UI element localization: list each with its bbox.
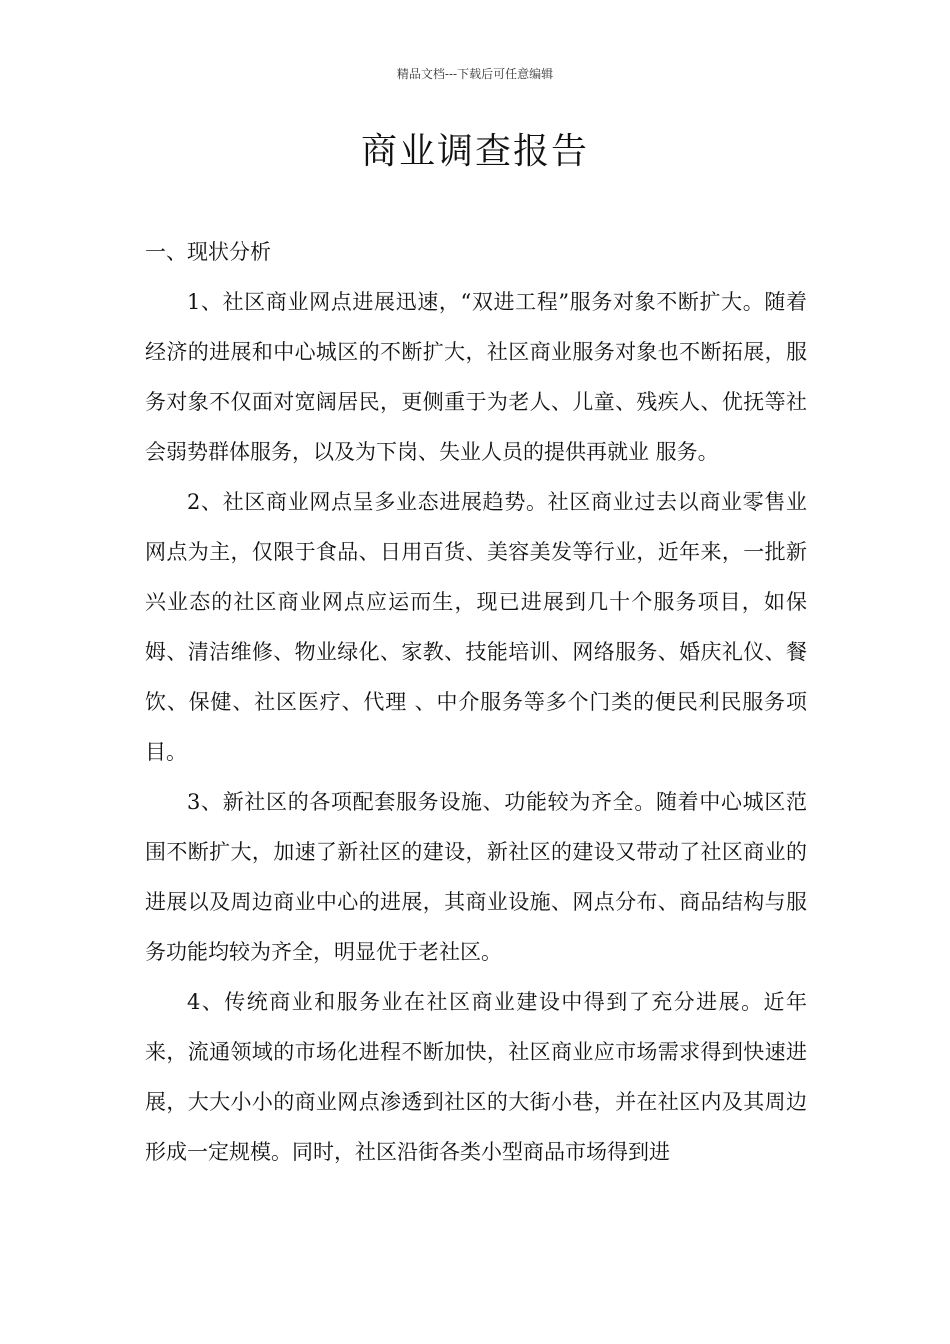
page-header: 精品文档---下载后可任意编辑 [396, 67, 554, 81]
paragraph-2: 2、社区商业网点呈多业态进展趋势。社区商业过去以商业零售业网点为主，仅限于食品、日用百货、美容美发等行业，近年来，一批新兴业态的社区商业网点应运而生，现已进展到几十个服务项目，如保姆、清洁维修、物业绿化、家教、技能培训、网络服务、婚庆礼仪、餐饮、保健、社区医疗、代理 、中介服务等多个门类的便民利民服务项目。 [145, 490, 807, 764]
document-title: 商业调查报告 [360, 131, 589, 172]
paragraph-4: 4、传统商业和服务业在社区商业建设中得到了充分进展。近年来，流通领域的市场化进程不断加快，社区商业应市场需求得到快速进展，大大小小的商业网点渗透到社区的大街小巷，并在社区内及其周边形成一定规模。同时，社区沿街各类小型商品市场得到进 [145, 990, 807, 1164]
paragraph-3: 3、新社区的各项配套服务设施、功能较为齐全。随着中心城区范围不断扩大，加速了新社区的建设，新社区的建设又带动了社区商业的进展以及周边商业中心的进展，其商业设施、网点分布、商品结构与服务功能均较为齐全，明显优于老社区。 [145, 790, 807, 964]
paragraph-1: 1、社区商业网点进展迅速，“双进工程”服务对象不断扩大。随着经济的进展和中心城区的不断扩大，社区商业服务对象也不断拓展，服务对象不仅面对宽阔居民，更侧重于为老人、儿童、残疾人、优抚等社会弱势群体服务，以及为下岗、失业人员的提供再就业 服务。 [145, 290, 807, 464]
section-heading: 一、现状分析 [145, 240, 271, 264]
document-body [145, 227, 807, 1177]
